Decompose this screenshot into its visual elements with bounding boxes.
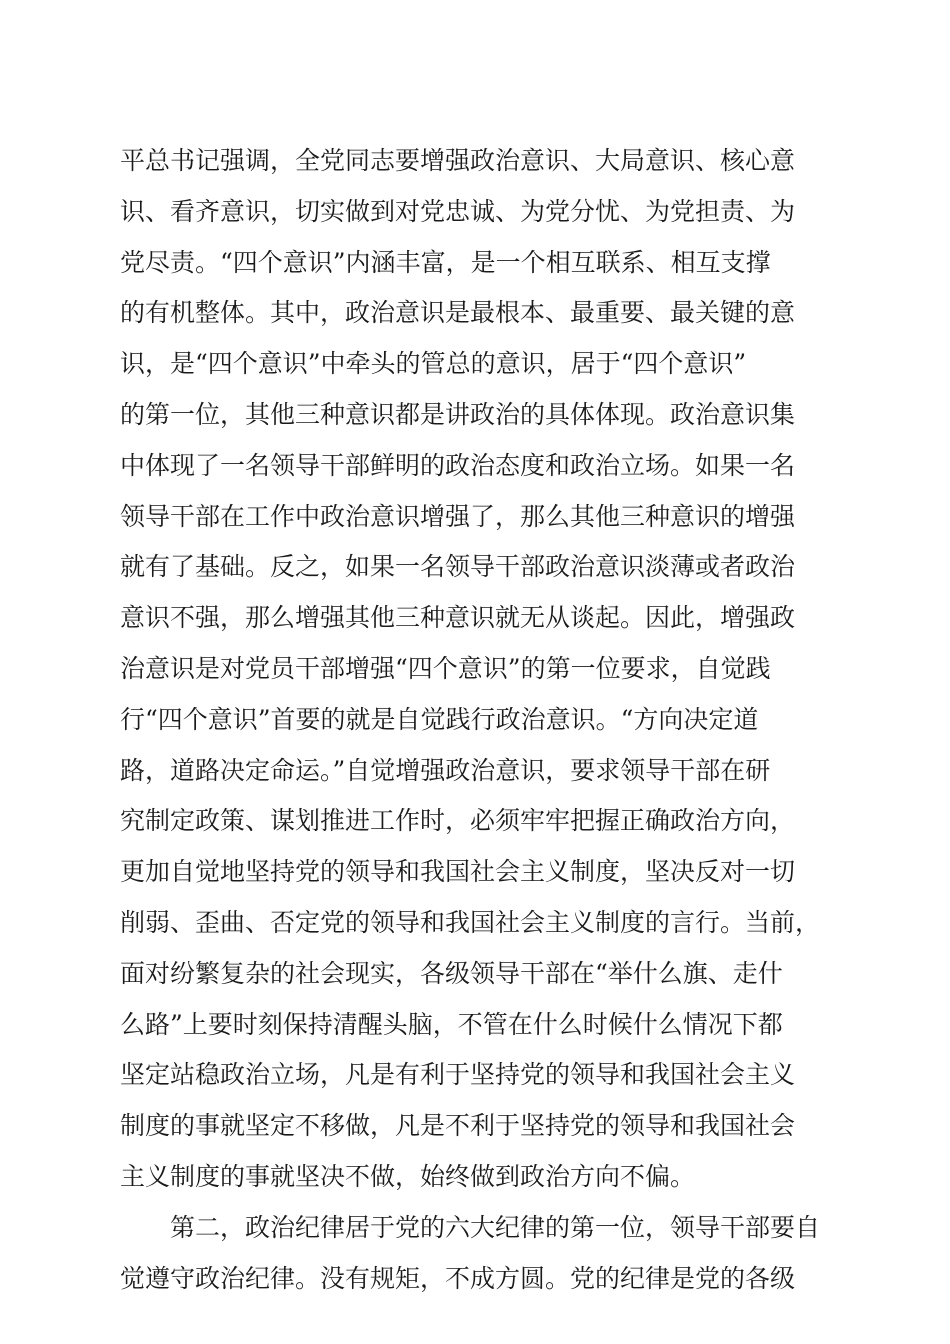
text-line: 的第一位，其他三种意识都是讲政治的具体体现。政治意识集 <box>120 399 796 429</box>
text-line: 领导干部在工作中政治意识增强了，那么其他三种意识的增强 <box>120 501 796 531</box>
text-line: 究制定政策、谋划推进工作时，必须牢牢把握正确政治方向， <box>120 806 796 836</box>
text-line: 面对纷繁复杂的社会现实，各级领导干部在“举什么旗、走什 <box>120 958 783 988</box>
text-line: 识，是“四个意识”中牵头的管总的意识，居于“四个意识” <box>120 349 747 379</box>
text-line: 坚定站稳政治立场，凡是有利于坚持党的领导和我国社会主义 <box>120 1060 796 1090</box>
text-line: 行“四个意识”首要的就是自觉践行政治意识。“方向决定道 <box>120 704 759 734</box>
text-line: 平总书记强调，全党同志要增强政治意识、大局意识、核心意 <box>120 146 796 175</box>
text-line: 么路”上要时刻保持清醒头脑，不管在什么时候什么情况下都 <box>120 1009 783 1039</box>
text-line: 就有了基础。反之，如果一名领导干部政治意识淡薄或者政治 <box>120 552 796 582</box>
text-line: 党尽责。“四个意识”内涵丰富，是一个相互联系、相互支撑 <box>120 247 771 277</box>
text-line: 削弱、歪曲、否定党的领导和我国社会主义制度的言行。当前， <box>120 907 821 937</box>
text-line: 觉遵守政治纪律。没有规矩，不成方圆。党的纪律是党的各级 <box>120 1263 796 1293</box>
text-line: 制度的事就坚定不移做，凡是不利于坚持党的领导和我国社会 <box>120 1111 796 1141</box>
text-line: 治意识是对党员干部增强“四个意识”的第一位要求，自觉践 <box>120 653 771 683</box>
paragraph-start-line: 第二，政治纪律居于党的六大纪律的第一位，领导干部要自 <box>120 1212 821 1242</box>
text-line: 意识不强，那么增强其他三种意识就无从谈起。因此，增强政 <box>120 603 796 633</box>
text-line: 主义制度的事就坚决不做，始终做到政治方向不偏。 <box>120 1161 696 1191</box>
text-line: 更加自觉地坚持党的领导和我国社会主义制度，坚决反对一切 <box>120 857 796 887</box>
text-line: 的有机整体。其中，政治意识是最根本、最重要、最关键的意 <box>120 298 796 328</box>
text-line: 中体现了一名领导干部鲜明的政治态度和政治立场。如果一名 <box>120 450 796 480</box>
text-line: 识、看齐意识，切实做到对党忠诚、为党分忧、为党担责、为 <box>120 196 796 226</box>
body-text <box>120 136 850 1304</box>
text-line: 路，道路决定命运。”自觉增强政治意识，要求领导干部在研 <box>120 755 771 785</box>
